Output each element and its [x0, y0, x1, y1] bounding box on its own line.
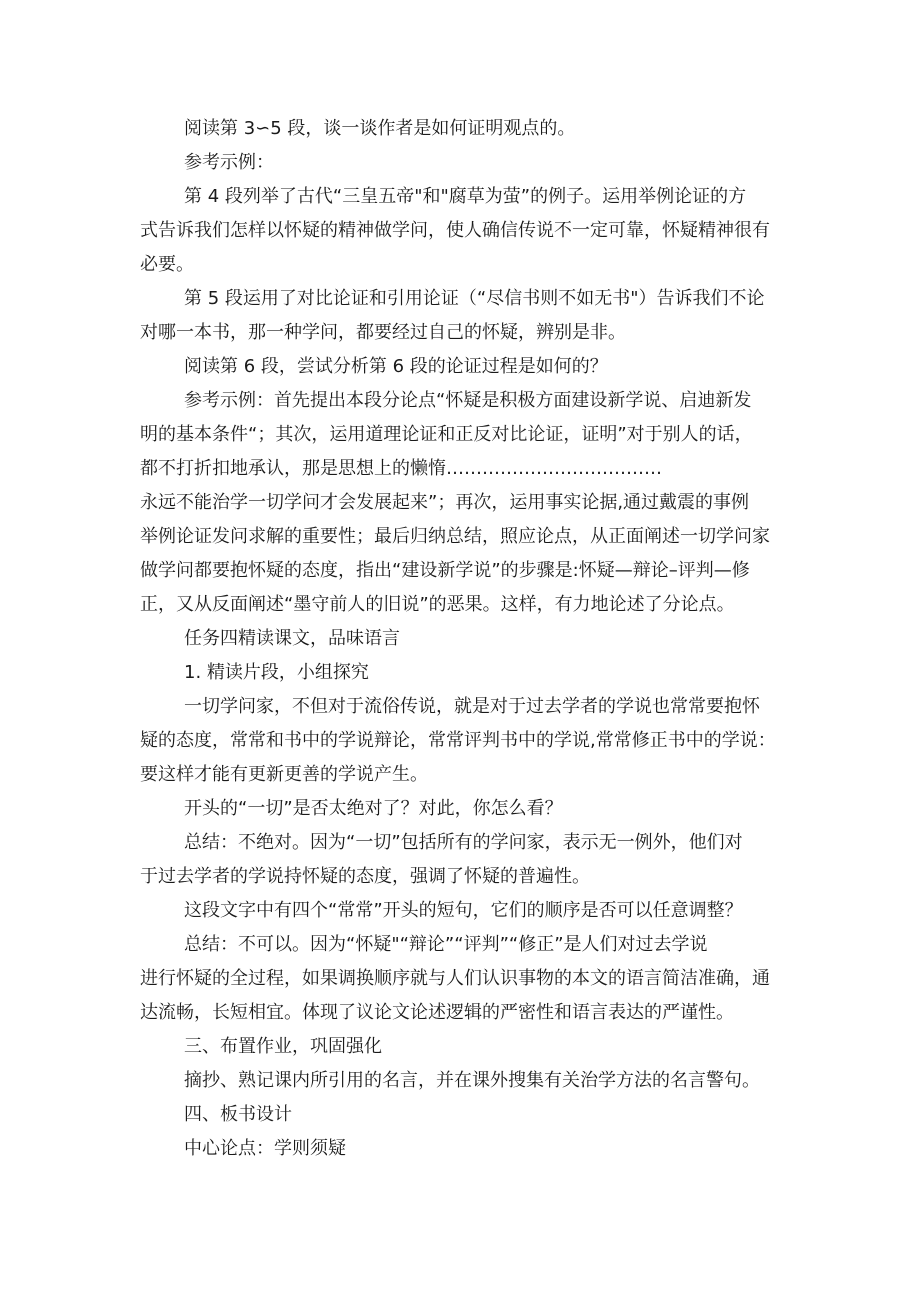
text-line: 疑的态度，常常和书中的学说辩论，常常评判书中的学说,常常修正书中的学说： [140, 730, 776, 751]
text-line: 永远不能治学一切学问才会发展起来”；再次，运用事实论据,通过戴震的事例 [140, 492, 750, 513]
text-line: 阅读第 6 段，尝试分析第 6 段的论证过程是如何的？ [184, 356, 608, 377]
text-line: 举例论证发问求解的重要性；最后归纳总结，照应论点，从正面阐述一切学问家 [140, 526, 770, 547]
text-line: 阅读第 3∽5 段，谈一谈作者是如何证明观点的。 [184, 118, 576, 139]
document-body [140, 112, 790, 1166]
text-line: 都不打折扣地承认，那是思想上的懒惰……………………………… [140, 458, 662, 479]
text-line: 参考示例： [184, 152, 274, 173]
text-line: 第 5 段运用了对比论证和引用论证（“尽信书则不如无书"）告诉我们不论 [184, 288, 765, 309]
section-heading: 四、板书设计 [184, 1104, 292, 1125]
text-line: 式告诉我们怎样以怀疑的精神做学问，使人确信传说不一定可靠，怀疑精神很有 [140, 220, 770, 241]
text-line: 这段文字中有四个“常常”开头的短句，它们的顺序是否可以任意调整？ [184, 900, 743, 921]
text-line: 总结：不可以。因为“怀疑"“辩论”“评判”“修正”是人们对过去学说 [184, 934, 708, 955]
text-line: 一切学问家，不但对于流俗传说，就是对于过去学者的学说也常常要抱怀 [184, 696, 760, 717]
text-line: 必要。 [140, 254, 194, 275]
text-line: 参考示例：首先提出本段分论点“怀疑是积极方面建设新学说、启迪新发 [184, 390, 752, 411]
text-line: 总结：不绝对。因为“一切”包括所有的学问家，表示无一例外，他们对 [184, 832, 743, 853]
text-line: 要这样才能有更新更善的学说产生。 [140, 764, 428, 785]
text-line: 做学问都要抱怀疑的态度，指出“建设新学说”的步骤是:怀疑—辩论–评判—修 [140, 560, 750, 581]
text-line: 第 4 段列举了古代“三皇五帝"和"腐草为萤”的例子。运用举例论证的方 [184, 186, 747, 207]
text-line: 开头的“一切”是否太绝对了？对此，你怎么看？ [184, 798, 563, 819]
text-line: 中心论点：学则须疑 [184, 1138, 346, 1159]
text-line: 达流畅，长短相宜。体现了议论文论述逻辑的严密性和语言表达的严谨性。 [140, 1002, 734, 1023]
section-heading: 任务四精读课文，品味语言 [184, 628, 400, 649]
subsection-heading: 1. 精读片段，小组探究 [184, 662, 369, 683]
text-line: 对哪一本书，那一种学问，都要经过自己的怀疑，辨别是非。 [140, 322, 626, 343]
text-line: 正，又从反面阐述“墨守前人的旧说”的恶果。这样，有力地论述了分论点。 [140, 594, 735, 615]
text-line: 摘抄、熟记课内所引用的名言，并在课外搜集有关治学方法的名言警句。 [184, 1070, 760, 1091]
text-line: 于过去学者的学说持怀疑的态度，强调了怀疑的普遍性。 [140, 866, 590, 887]
section-heading: 三、布置作业，巩固强化 [184, 1036, 382, 1057]
text-line: 进行怀疑的全过程，如果调换顺序就与人们认识事物的本文的语言简洁准确，通 [140, 968, 770, 989]
text-line: 明的基本条件“；其次，运用道理论证和正反对比论证，证明”对于别人的话， [140, 424, 753, 445]
